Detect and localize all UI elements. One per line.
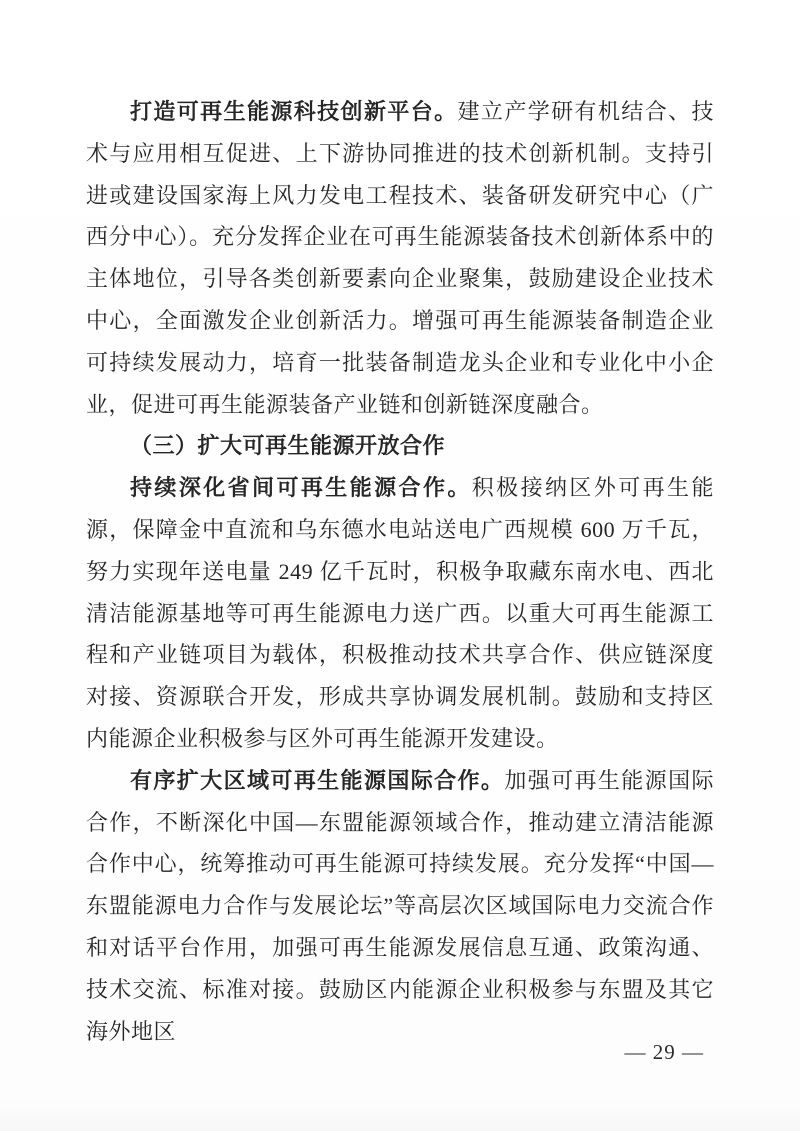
paragraph-innovation-platform (86, 91, 714, 425)
paragraph-lead: 有序扩大区域可再生能源国际合作。 (130, 767, 505, 793)
paragraph-text: 积极接纳区外可再生能源，保障金中直流和乌东德水电站送电广西规模 600 万千瓦，努力实现年送电量 249 亿千瓦时，积极争取藏东南水电、西北清洁能源基地等可再生能源电力送广西。以重大可再生能源工程和产业链项目为载体，积极推动技术共享合作、供应链深度对接、资源联合开发，形成共享协调发展机制。鼓励和支持区内能源企业积极参与区外可再生能源开发建设。 (86, 475, 714, 751)
paragraph-text: 建立产学研有机结合、技术与应用相互促进、上下游协同推进的技术创新机制。支持引进或建设国家海上风力发电工程技术、装备研发研究中心（广西分中心）。充分发挥企业在可再生能源装备技术创新体系中的主体地位，引导各类创新要素向企业聚集，鼓励建设企业技术中心，全面激发企业创新活力。增强可再生能源装备制造企业可持续发展动力，培育一批装备制造龙头企业和专业化中小企业，促进可再生能源装备产业链和创新链深度融合。 (86, 99, 714, 417)
paragraph-lead: 持续深化省间可再生能源合作。 (130, 475, 472, 501)
document-body (86, 91, 714, 1052)
page-footer (86, 1040, 714, 1065)
page-number: — 29 — (624, 1040, 704, 1064)
paragraph-text: 加强可再生能源国际合作，不断深化中国—东盟能源领域合作，推动建立清洁能源合作中心，统筹推动可再生能源可持续发展。充分发挥“中国—东盟能源电力合作与发展论坛”等高层次区域国际电力交流合作和对话平台作用，加强可再生能源发展信息互通、政策沟通、技术交流、标准对接。鼓励区内能源企业积极参与东盟及其它海外地区 (86, 767, 714, 1044)
section-heading-open-cooperation: （三）扩大可再生能源开放合作 (130, 433, 446, 459)
paragraph-lead: 打造可再生能源科技创新平台。 (130, 99, 458, 124)
paragraph-interprovincial-cooperation (86, 467, 714, 760)
paragraph-international-cooperation (86, 760, 714, 1053)
